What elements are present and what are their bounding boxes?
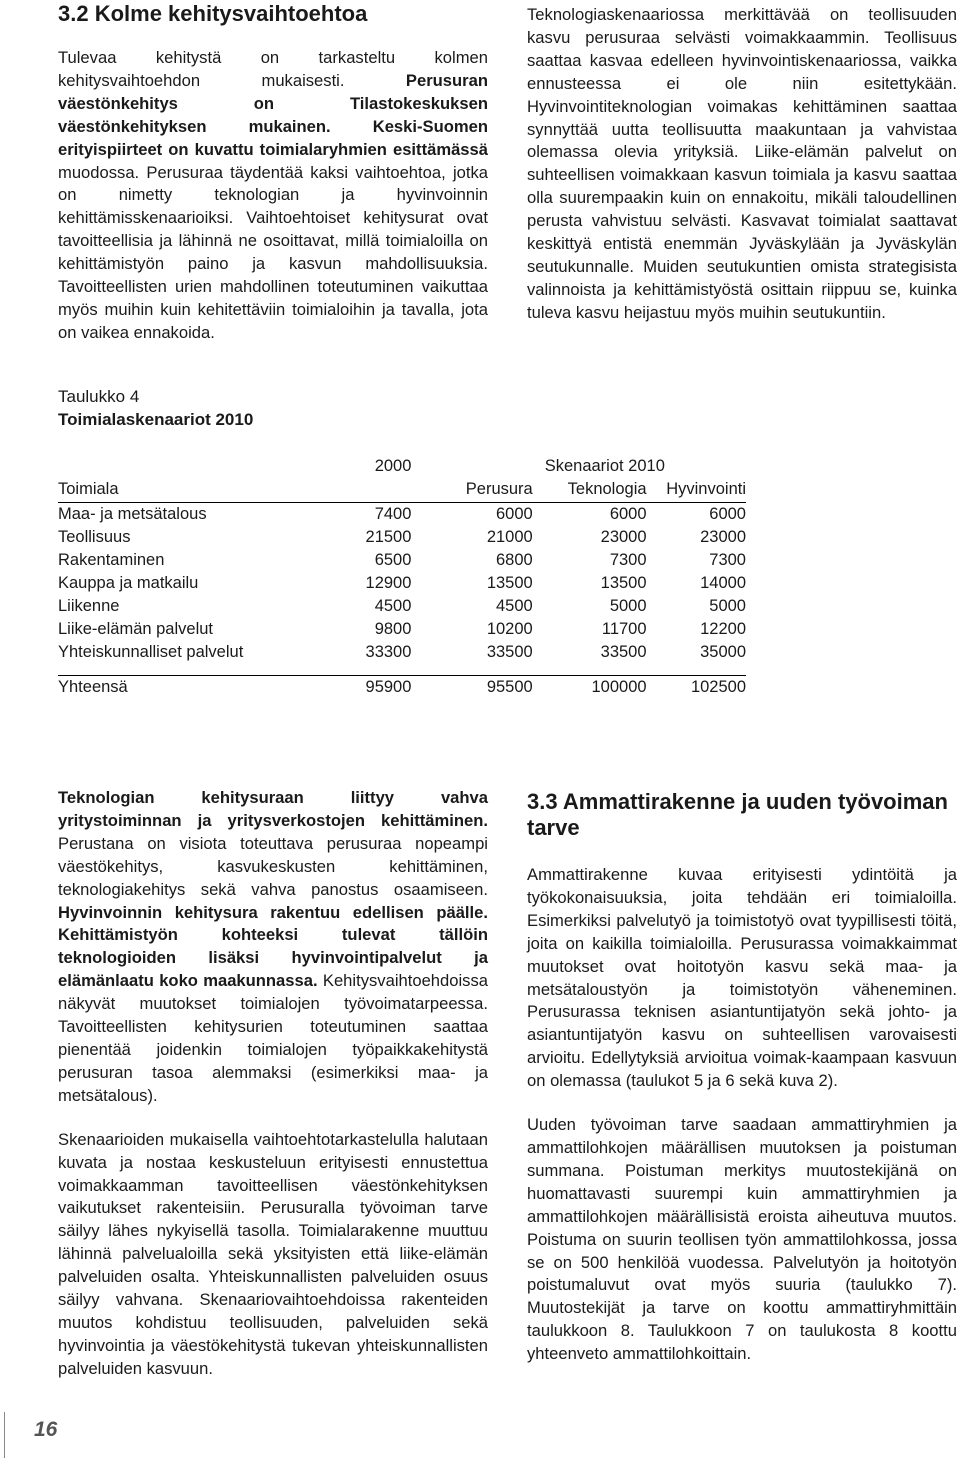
lower-left-paragraph-2: Skenaarioiden mukaisella vaihtoehtotarkastelulla halutaan kuvata ja nostaa keskusteluun erityisesti ennustettua voimakkaamman tavoitteellisen väestönkehityksen vaikutukset rakenteisiin. Perusuralla työvoiman tarve säilyy lähes nykyisellä tasolla. Toimialarakenne muuttuu lähinnä palvelualoilla sekä yksityisten että liike-elämän palveluiden osalta. Yhteiskunnallisten palveluiden osuus säilyy vahvana. Skenaariovaihtoehdoissa rakenteiden muutos kohdistuu teollisuuden, palveluiden sekä hyvinvointia ja väestökehitystä tukevan yhteiskunnallisten palveluiden kasvuun. [58, 1129, 488, 1378]
text-run: Perustana on visiota toteuttava perusuraa nopeampi väestökehitys, kasvukeskusten kehittäminen, teknologiakehitys sekä vahva panostus osaamiseen. [58, 833, 488, 899]
table-row [58, 572, 746, 595]
cell-perus: 21000 [486, 528, 533, 546]
table-header-row-2 [58, 478, 746, 501]
row-label: Maa- ja metsätalous [58, 505, 207, 523]
table-row [58, 503, 746, 526]
header-toimiala: Toimiala [58, 480, 119, 498]
intro-column-left [58, 47, 488, 345]
page-number-bar [4, 1412, 5, 1458]
cell-tekno: 11700 [601, 620, 647, 638]
intro-paragraph-right: Teknologiaskenaariossa merkittävää on teollisuuden kasvu perusuraa selvästi voimakkaammin. Teollisuus saattaa kasvaa edelleen hyvinvointiskenaariossa, vaikka ennusteessa ei ole niin esitettykään. Hyvinvointiteknologian voimakas kehittäminen saattaa synnyttää uutta teollisuutta maakuntaan ja vahvistaa olemassa olevia yrityksiä. Liike-elämän palvelut on suhteellisen voimakkaan kasvun toimiala ja kasvu saattaa olla suurempaakin kuin on ennakoitu, mikäli taloudellinen perusta vahvistuu selvästi. Kasvavat toimialat saattavat keskittyä entistä enemmän Jyväskylään ja Jyväskylän seutukunnalle. Muiden seutukuntien omista strategisista valinnoista ja kehittämistyöstä osittain riippuu se, kuinka tuleva kasvu heijastuu myös muihin seutukuntiin. [527, 5, 957, 322]
scenario-table [58, 455, 748, 699]
section-3-3-paragraph-1: Ammattirakenne kuvaa erityisesti ydintöitä ja työkokonaisuuksia, joita tehdään eri toimialoilla. Esimerkiksi palvelutyö ja toimistotyö ovat tyypillisesti töitä, joita on kaikilla toimialoilla. Perusurassa voimakkaimmat muutokset ovat hoitotyön kasvu sekä maa- ja metsätaloustyön ja toimistotyön väheneminen. Perusurassa teknisen asiantuntijatyön sekä johto- ja asiantuntijatyön kasvu on suhteellisen varovaisesti arvioitu. Edellytyksiä arvioitua voimak-kaampaan kasvuun on olemassa (taulukot 5 ja 6 sekä kuva 2). [527, 865, 957, 1091]
text-run: muodossa. Perusuraa täydentää kaksi vaihtoehtoa, jotka on nimetty teknologian ja hyvinvoinnin kehittämisskenaarioiksi. Vaihtoehtoiset kehitysurat ovat tavoitteellisia ja lähinnä ne osoittavat, millä toimialoilla on kehittämistyön paino ja kasvun mahdollisuuksia. Tavoitteellisten urien mahdollinen toteutuminen vaikuttaa myös muihin kuin kehitettäviin toimialoihin ja tavalla, jota on vaikea ennakoida. [58, 162, 488, 342]
cell-tekno: 23000 [600, 528, 647, 546]
cell-perus: 13500 [486, 574, 533, 592]
cell-hyvin: 6000 [709, 505, 746, 523]
cell-hyvin: 23000 [700, 528, 746, 546]
row-label: Liikenne [58, 597, 120, 615]
intro-paragraph-left [58, 47, 488, 345]
text-run: Tulevaa kehitystä on tarkasteltu kolmen kehitysvaihtoehdon mukaisesti. [58, 48, 488, 90]
cell-tekno: 7300 [609, 551, 647, 569]
table-header-row-1 [58, 455, 746, 478]
cell-hyvin: 7300 [709, 551, 746, 569]
table-row [58, 526, 746, 549]
bold-text: Hyvinvoinnin kehitysura rakentuu edellisen päälle. Kehittämistyön kohteeksi tulevat tällöin teknologioiden lisäksi hyvinvointipalvelut ja elämänlaatu koko maakunnassa. [58, 902, 488, 991]
table-row [58, 618, 746, 641]
cell-v2000: 33300 [365, 643, 412, 661]
cell-v2000: 6500 [374, 551, 412, 569]
row-label: Rakentaminen [58, 551, 165, 569]
cell-tekno: 13500 [600, 574, 647, 592]
bold-text: Teknologian kehitysuraan liittyy vahva yritystoiminnan ja yritysverkostojen kehittäminen. [58, 788, 488, 830]
cell-hyvin: 5000 [709, 597, 746, 615]
header-perusura: Perusura [465, 480, 533, 498]
lower-column-right [527, 864, 957, 1366]
header-scenarios: Skenaariot 2010 [544, 457, 665, 475]
header-year-2000: 2000 [374, 457, 412, 475]
cell-perus: 33500 [486, 643, 533, 661]
cell-tekno: 5000 [609, 597, 647, 615]
row-label: Yhteiskunnalliset palvelut [58, 643, 244, 661]
table-title: Toimialaskenaariot 2010 [58, 410, 254, 429]
row-label: Liike-elämän palvelut [58, 620, 214, 638]
section-heading-3-3: 3.3 Ammattirakenne ja uuden työvoiman tarve [527, 789, 948, 840]
row-label: Teollisuus [58, 528, 131, 546]
intro-column-right [527, 4, 957, 325]
cell-perus: 6000 [496, 505, 533, 523]
row-label: Kauppa ja matkailu [58, 574, 199, 592]
cell-perus: 10200 [486, 620, 533, 638]
cell-v2000: 9800 [374, 620, 412, 638]
table-row [58, 549, 746, 572]
section-3-3-paragraph-2: Uuden työvoiman tarve saadaan ammattiryhmien ja ammattilohkojen määrällisen muutoksen ja poistuman summana. Poistuman merkitys muutostekijänä on huomattavasti suurempi kuin ammattiryhmien ja ammattilohkojen määrällisistä eroista aiheutuva muutos. Poistuma on suurin teollisen työn ammattilohkossa, jossa se on 500 henkilöä vuodessa. Palvelutyön ja hoitotyön poistumaluvut ovat myös suuria (taulukko 7). Muutostekijät ja tarve on koottu ammattiryhmittäin taulukkoon 8. Taulukkoon 7 on taulukosta 8 koottu yhteenveto ammattilohkoittain. [527, 1115, 957, 1364]
lower-column-left [58, 787, 488, 1381]
cell-tekno: 33500 [600, 643, 647, 661]
table-label: Taulukko 4 [58, 387, 140, 406]
lower-left-paragraph-1 [58, 787, 488, 1108]
table-total-row: Yhteensä 95900 95500 100000 102500 [58, 676, 746, 699]
table-row [58, 595, 746, 618]
section-heading-3-2: 3.2 Kolme kehitysvaihtoehtoa [58, 1, 368, 26]
cell-tekno: 6000 [609, 505, 647, 523]
cell-v2000: 12900 [365, 574, 412, 592]
cell-hyvin: 12200 [700, 620, 746, 638]
text-run: Kehitysvaihtoehdoissa näkyvät muutokset toimialojen työvoimatarpeessa. Tavoitteellisten kehitysurien toteutuminen saattaa pienentää joidenkin toimialojen työpaikkakehitystä perusuran tasoa alemmaksi (esimerkiksi maa- ja metsätalous). [58, 971, 488, 1105]
bold-text: Perusuran väestönkehitys on Tilastokeskuksen väestönkehityksen mukainen. Keski-Suomen erityispiirteet on kuvattu toimialaryhmien esittämässä [58, 70, 488, 159]
cell-v2000: 21500 [365, 528, 412, 546]
total-label: Yhteensä [58, 678, 128, 696]
cell-perus: 4500 [496, 597, 533, 615]
cell-hyvin: 35000 [700, 643, 746, 661]
table-row [58, 641, 746, 664]
cell-hyvin: 14000 [700, 574, 746, 592]
cell-perus: 6800 [496, 551, 533, 569]
page-number: 16 [34, 1418, 58, 1441]
header-teknologia: Teknologia [567, 480, 647, 498]
cell-v2000: 4500 [374, 597, 412, 615]
cell-v2000: 7400 [374, 505, 412, 523]
header-hyvinvointi: Hyvinvointi [666, 480, 746, 498]
